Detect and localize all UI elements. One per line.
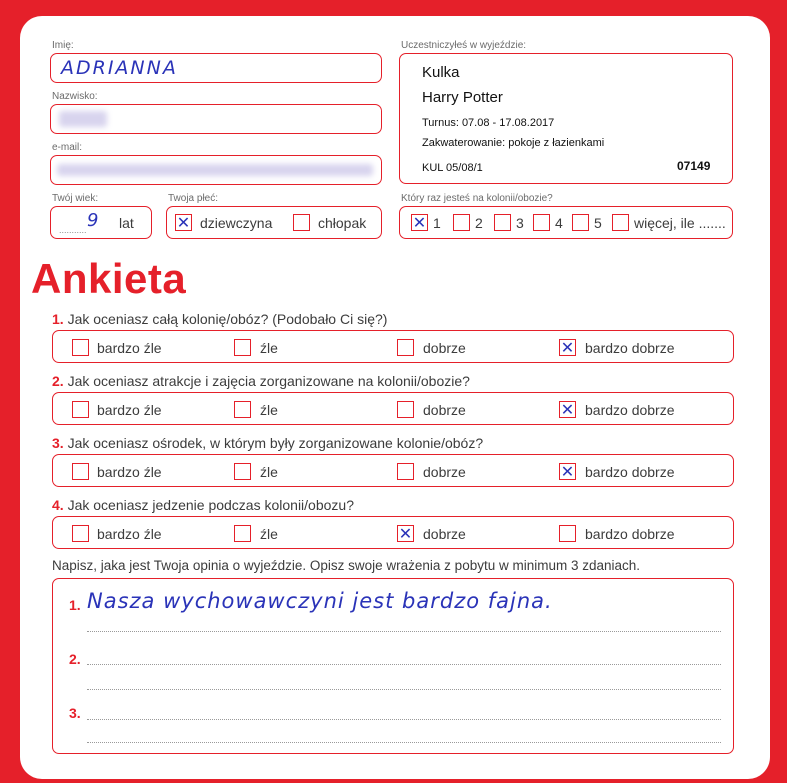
opinion-box[interactable] bbox=[52, 578, 734, 754]
imie-value: ADRIANNA bbox=[61, 57, 178, 79]
ktory-checkbox-wiecej[interactable] bbox=[612, 214, 629, 231]
q2-opt: dobrze bbox=[423, 402, 466, 418]
kolonia-info-box bbox=[399, 53, 733, 184]
check-mark-icon: ✕ bbox=[560, 400, 575, 419]
plec-opt-dziewczyna: dziewczyna bbox=[200, 215, 273, 231]
question-4: 4. Jak oceniasz jedzenie podczas kolonii/obozu? bbox=[52, 497, 354, 513]
q3-opt: bardzo źle bbox=[97, 464, 162, 480]
ktory-checkbox-2[interactable] bbox=[453, 214, 470, 231]
wiek-value: 9 bbox=[87, 210, 99, 231]
q4-opt: dobrze bbox=[423, 526, 466, 542]
opinion-prompt: Napisz, jaka jest Twoja opinia o wyjeździe. Opisz swoje wrażenia z pobytu w minimum 3 zdaniach. bbox=[52, 558, 641, 573]
nazwisko-label: Nazwisko: bbox=[52, 91, 98, 102]
ktory-checkbox-3[interactable] bbox=[494, 214, 511, 231]
ktory-opt: 2 bbox=[475, 215, 483, 231]
q4-checkbox-zle[interactable] bbox=[234, 525, 251, 542]
plec-label: Twoja płeć: bbox=[168, 193, 219, 204]
wiek-unit: lat bbox=[119, 215, 134, 231]
plec-checkbox-chlopak[interactable] bbox=[293, 214, 310, 231]
q4-opt: bardzo dobrze bbox=[585, 526, 675, 542]
q2-checkbox-zle[interactable] bbox=[234, 401, 251, 418]
q3-opt: bardzo dobrze bbox=[585, 464, 675, 480]
zakwaterowanie: Zakwaterowanie: pokoje z łazienkami bbox=[422, 137, 605, 149]
q4-opt: bardzo źle bbox=[97, 526, 162, 542]
opinion-line-number: 3. bbox=[69, 705, 81, 721]
ktory-opt: 5 bbox=[594, 215, 602, 231]
dotted-line bbox=[87, 742, 721, 743]
ktory-label: Który raz jesteś na kolonii/obozie? bbox=[401, 193, 553, 204]
q1-opt: bardzo dobrze bbox=[585, 340, 675, 356]
wiek-label: Twój wiek: bbox=[52, 193, 99, 204]
ktory-opt: 3 bbox=[516, 215, 524, 231]
turnus: Turnus: 07.08 - 17.08.2017 bbox=[422, 117, 555, 129]
redacted-email bbox=[57, 164, 373, 176]
ktory-opt: 1 bbox=[433, 215, 441, 231]
wiek-dots: ........... bbox=[59, 225, 87, 235]
dotted-line bbox=[87, 689, 721, 690]
opinion-line-1-text: Nasza wychowawczyni jest bardzo fajna. bbox=[87, 589, 553, 613]
q3-checkbox-dobrze[interactable] bbox=[397, 463, 414, 480]
kolonia-theme: Harry Potter bbox=[422, 89, 503, 106]
survey-title: Ankieta bbox=[31, 255, 187, 302]
dotted-line bbox=[87, 631, 721, 632]
imie-field[interactable] bbox=[50, 53, 382, 83]
imie-label: Imię: bbox=[52, 40, 74, 51]
redacted-surname bbox=[59, 111, 107, 127]
question-2: 2. Jak oceniasz atrakcje i zajęcia zorganizowane na kolonii/obozie? bbox=[52, 373, 470, 389]
q1-opt: dobrze bbox=[423, 340, 466, 356]
q1-checkbox-bardzo-zle[interactable] bbox=[72, 339, 89, 356]
q4-checkbox-bardzo-zle[interactable] bbox=[72, 525, 89, 542]
ktory-opt: więcej, ile ....... bbox=[634, 215, 726, 231]
q2-checkbox-dobrze[interactable] bbox=[397, 401, 414, 418]
wiek-field[interactable] bbox=[50, 206, 152, 239]
dotted-line bbox=[87, 664, 721, 665]
q4-checkbox-bardzo-dobrze[interactable] bbox=[559, 525, 576, 542]
check-mark-icon: ✕ bbox=[398, 524, 413, 543]
q1-checkbox-dobrze[interactable] bbox=[397, 339, 414, 356]
q1-opt: bardzo źle bbox=[97, 340, 162, 356]
q4-opt: źle bbox=[260, 526, 278, 542]
q3-opt: źle bbox=[260, 464, 278, 480]
check-mark-icon: ✕ bbox=[412, 213, 427, 232]
q2-opt: bardzo źle bbox=[97, 402, 162, 418]
opinion-line-number: 1. bbox=[69, 597, 81, 613]
kolonia-name: Kulka bbox=[422, 64, 460, 81]
ktory-checkbox-5[interactable] bbox=[572, 214, 589, 231]
dotted-line bbox=[87, 719, 721, 720]
email-label: e-mail: bbox=[52, 142, 83, 153]
check-mark-icon: ✕ bbox=[176, 213, 191, 232]
q2-checkbox-bardzo-zle[interactable] bbox=[72, 401, 89, 418]
nazwisko-field[interactable] bbox=[50, 104, 382, 134]
q2-opt: bardzo dobrze bbox=[585, 402, 675, 418]
q1-opt: źle bbox=[260, 340, 278, 356]
q3-checkbox-bardzo-zle[interactable] bbox=[72, 463, 89, 480]
q2-opt: źle bbox=[260, 402, 278, 418]
q3-checkbox-zle[interactable] bbox=[234, 463, 251, 480]
uczestnik-label: Uczestniczyłeś w wyjeździe: bbox=[401, 40, 527, 51]
kolonia-numer: 07149 bbox=[677, 159, 711, 173]
question-3: 3. Jak oceniasz ośrodek, w którym były zorganizowane kolonie/obóz? bbox=[52, 435, 484, 451]
kolonia-kod: KUL 05/08/1 bbox=[422, 162, 483, 174]
ktory-opt: 4 bbox=[555, 215, 563, 231]
question-1: 1. Jak oceniasz całą kolonię/obóz? (Podobało Ci się?) bbox=[52, 311, 388, 327]
check-mark-icon: ✕ bbox=[560, 462, 575, 481]
q3-opt: dobrze bbox=[423, 464, 466, 480]
ktory-checkbox-4[interactable] bbox=[533, 214, 550, 231]
check-mark-icon: ✕ bbox=[560, 338, 575, 357]
q1-checkbox-zle[interactable] bbox=[234, 339, 251, 356]
plec-opt-chlopak: chłopak bbox=[318, 215, 367, 231]
opinion-line-number: 2. bbox=[69, 651, 81, 667]
email-field[interactable] bbox=[50, 155, 382, 185]
